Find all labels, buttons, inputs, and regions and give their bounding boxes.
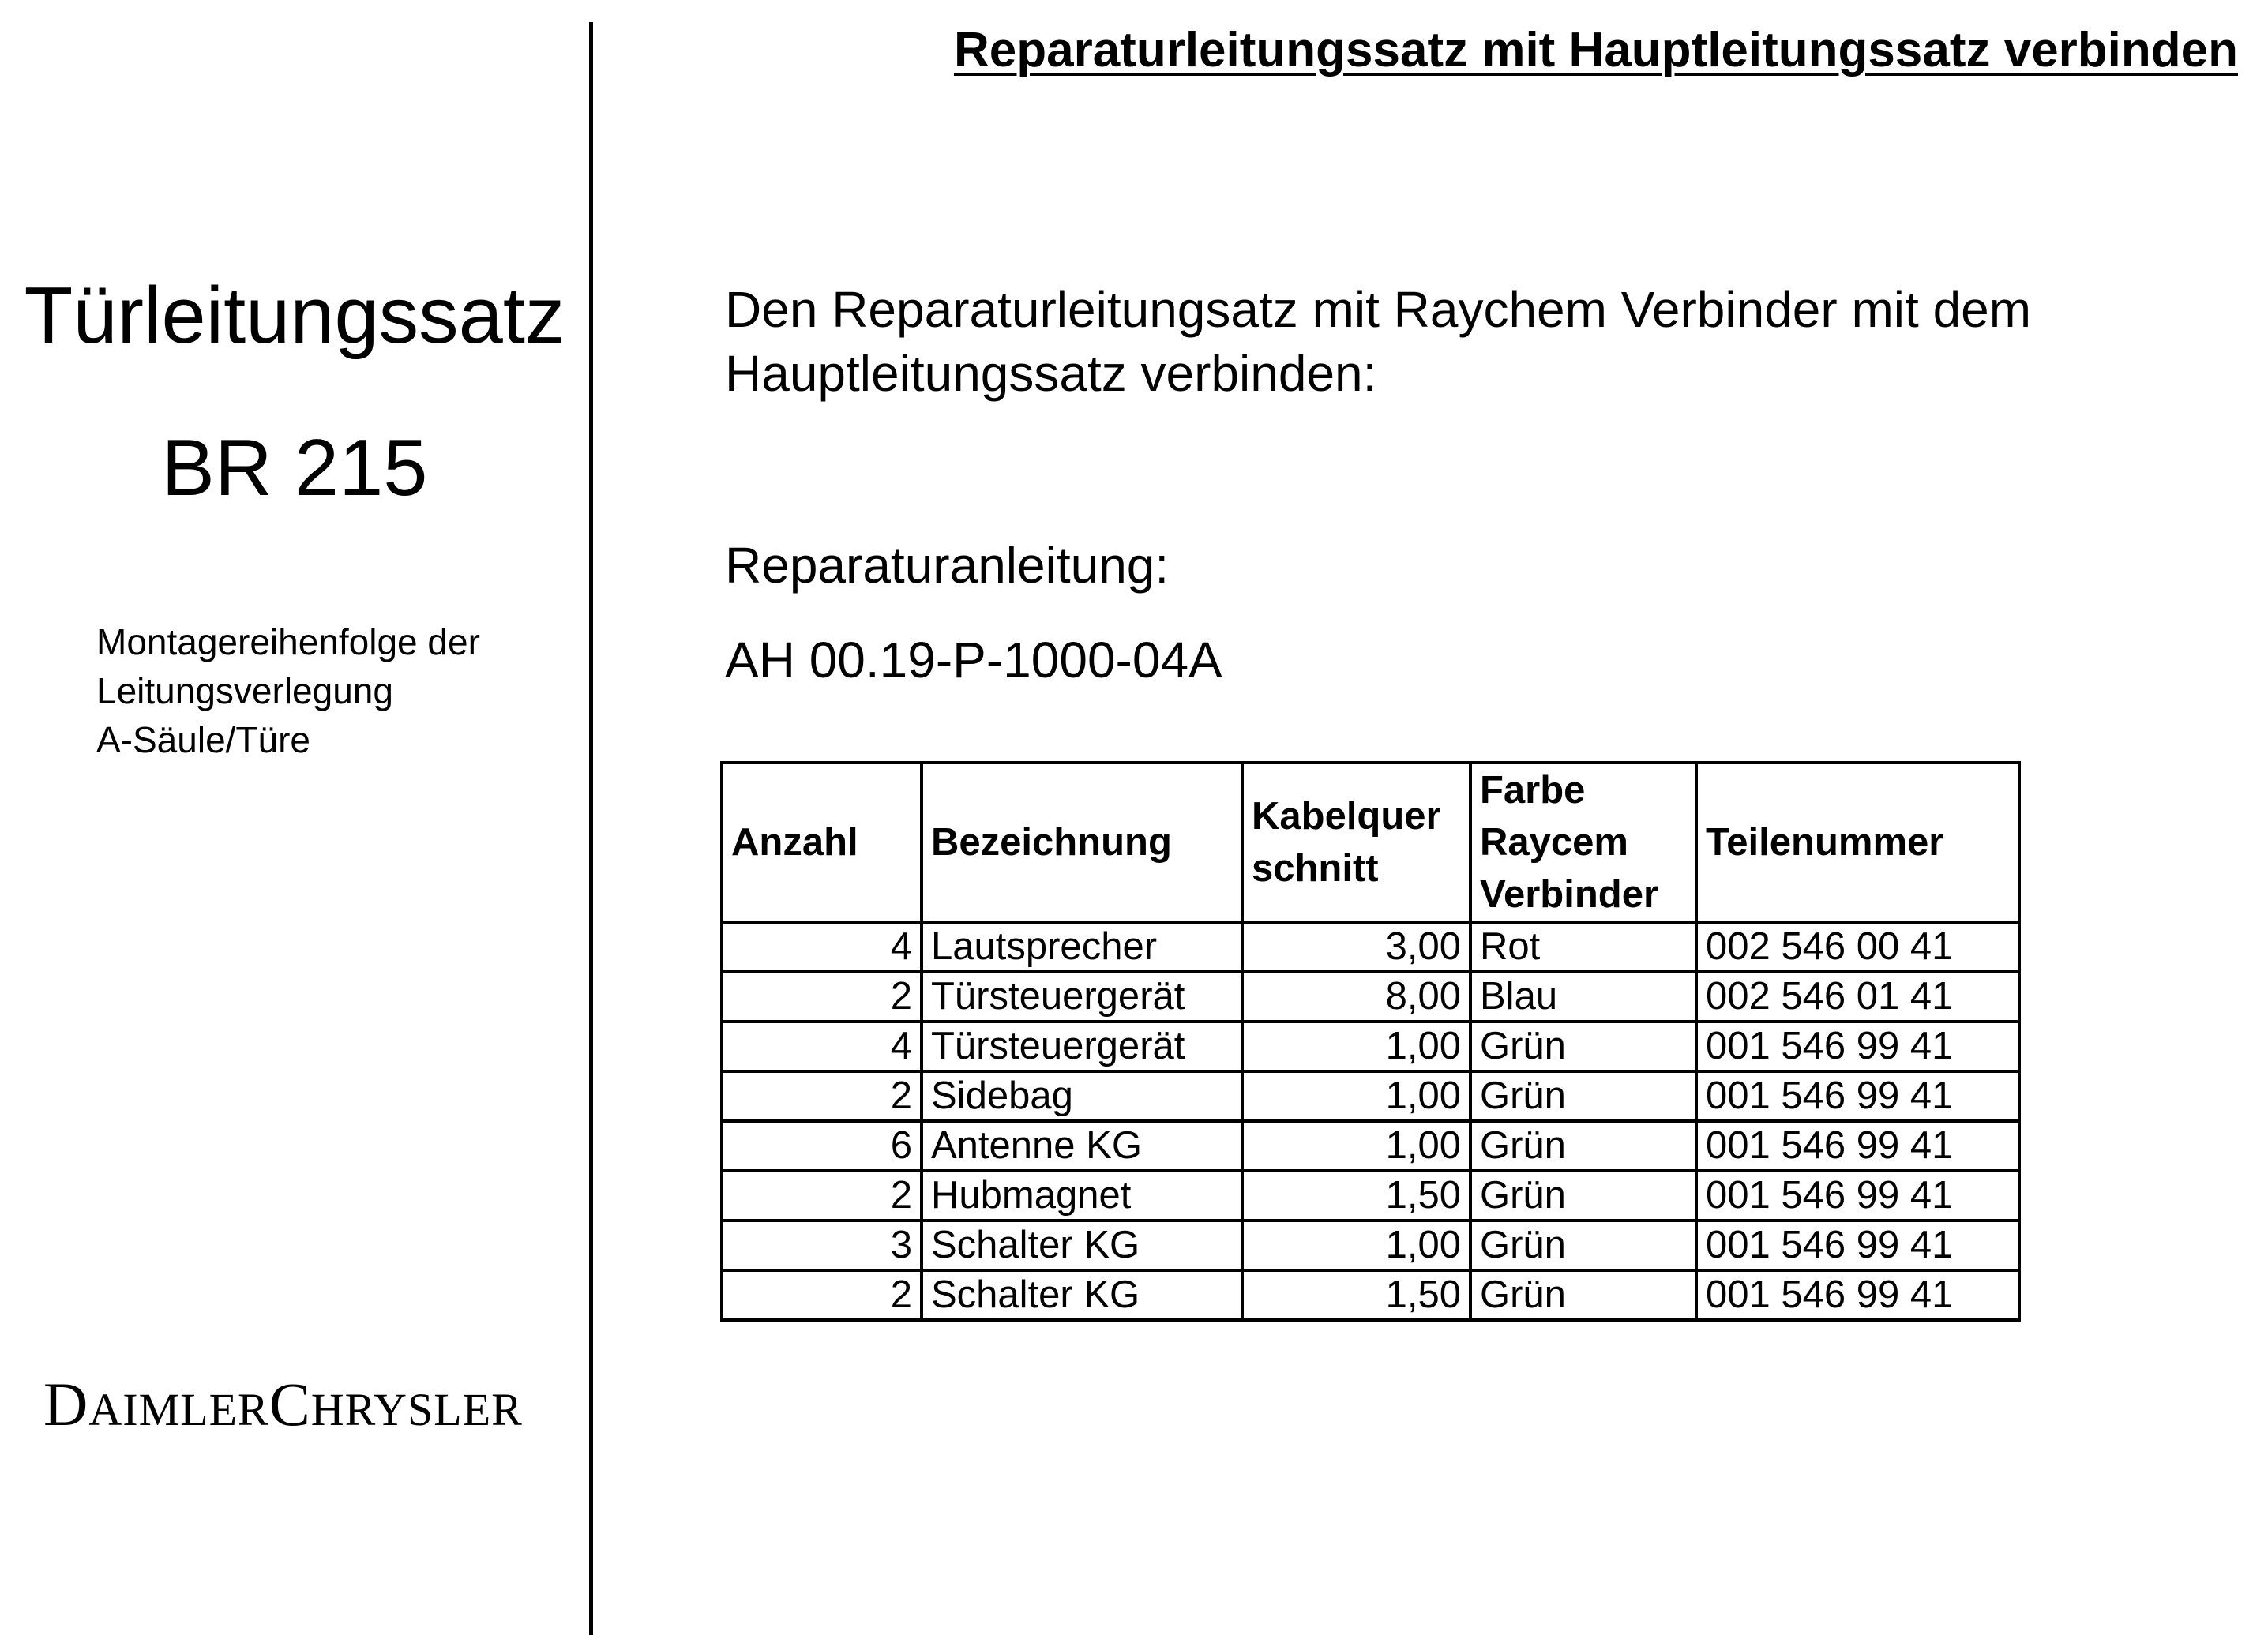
document-subtitle — [96, 617, 480, 764]
table-row — [722, 1121, 2019, 1171]
header-line: schnitt — [1252, 847, 1379, 890]
cell-cross-section: 1,00 — [1242, 1221, 1470, 1270]
table-row — [722, 1071, 2019, 1121]
cell-name: Türsteuergerät — [922, 972, 1242, 1022]
table-body — [722, 922, 2019, 1320]
model-designation: BR 215 — [161, 424, 428, 512]
header-line: Raycem — [1480, 821, 1628, 864]
cell-part-number: 001 546 99 41 — [1696, 1171, 2019, 1221]
cell-cross-section: 1,50 — [1242, 1270, 1470, 1320]
cell-count: 2 — [722, 1270, 922, 1320]
header-name: Bezeichnung — [922, 763, 1242, 922]
cell-name: Schalter KG — [922, 1270, 1242, 1320]
table-row — [722, 1171, 2019, 1221]
cell-count: 2 — [722, 972, 922, 1022]
intro-text — [725, 278, 2031, 406]
reference-code: AH 00.19-P-1000-04A — [725, 632, 1222, 688]
page-heading: Reparaturleitungssatz mit Hauptleitungssatz verbinden — [953, 23, 2238, 77]
header-line: Kabelquer — [1252, 795, 1441, 838]
cell-name: Sidebag — [922, 1071, 1242, 1121]
intro-line: Den Reparaturleitungsatz mit Raychem Verbinder mit dem — [725, 281, 2032, 338]
cell-color: Grün — [1470, 1022, 1696, 1071]
header-line: Verbinder — [1480, 873, 1659, 916]
table-row — [722, 972, 2019, 1022]
brand-logo: DAIMLERCHRYSLER — [43, 1370, 523, 1438]
subtitle-line: Leitungsverlegung — [96, 670, 393, 711]
cell-cross-section: 1,00 — [1242, 1121, 1470, 1171]
cell-color: Blau — [1470, 972, 1696, 1022]
table-header-row — [722, 763, 2019, 922]
intro-line: Hauptleitungssatz verbinden: — [725, 345, 1377, 402]
cell-count: 6 — [722, 1121, 922, 1171]
cell-color: Rot — [1470, 922, 1696, 972]
table-row — [722, 1022, 2019, 1071]
sidebar — [0, 0, 589, 1635]
reference-label: Reparaturanleitung: — [725, 537, 1170, 594]
cell-part-number: 001 546 99 41 — [1696, 1071, 2019, 1121]
cell-cross-section: 8,00 — [1242, 972, 1470, 1022]
cell-color: Grün — [1470, 1270, 1696, 1320]
cell-name: Türsteuergerät — [922, 1022, 1242, 1071]
cell-name: Hubmagnet — [922, 1171, 1242, 1221]
table-row — [722, 1221, 2019, 1270]
cell-cross-section: 1,50 — [1242, 1171, 1470, 1221]
cell-cross-section: 1,00 — [1242, 1022, 1470, 1071]
table-row — [722, 1270, 2019, 1320]
cell-part-number: 001 546 99 41 — [1696, 1121, 2019, 1171]
cell-count: 4 — [722, 922, 922, 972]
cell-color: Grün — [1470, 1171, 1696, 1221]
header-count: Anzahl — [722, 763, 922, 922]
cell-count: 2 — [722, 1071, 922, 1121]
cell-name: Antenne KG — [922, 1121, 1242, 1171]
cell-color: Grün — [1470, 1071, 1696, 1121]
cell-part-number: 001 546 99 41 — [1696, 1221, 2019, 1270]
cell-cross-section: 3,00 — [1242, 922, 1470, 972]
cell-color: Grün — [1470, 1121, 1696, 1171]
cell-part-number: 002 546 01 41 — [1696, 972, 2019, 1022]
subtitle-line: Montagereihenfolge der — [96, 621, 480, 662]
cell-part-number: 002 546 00 41 — [1696, 922, 2019, 972]
header-line: Farbe — [1480, 769, 1586, 812]
header-part-number: Teilenummer — [1696, 763, 2019, 922]
document-title: Türleitungssatz — [24, 272, 565, 360]
cell-part-number: 001 546 99 41 — [1696, 1022, 2019, 1071]
cell-name: Schalter KG — [922, 1221, 1242, 1270]
cell-color: Grün — [1470, 1221, 1696, 1270]
cell-count: 2 — [722, 1171, 922, 1221]
cell-cross-section: 1,00 — [1242, 1071, 1470, 1121]
header-color — [1470, 763, 1696, 922]
table-row — [722, 922, 2019, 972]
cell-count: 3 — [722, 1221, 922, 1270]
header-cross-section — [1242, 763, 1470, 922]
parts-table — [720, 761, 2021, 1322]
cell-count: 4 — [722, 1022, 922, 1071]
cell-part-number: 001 546 99 41 — [1696, 1270, 2019, 1320]
vertical-divider — [589, 22, 593, 1635]
subtitle-line: A-Säule/Türe — [96, 719, 311, 760]
cell-name: Lautsprecher — [922, 922, 1242, 972]
